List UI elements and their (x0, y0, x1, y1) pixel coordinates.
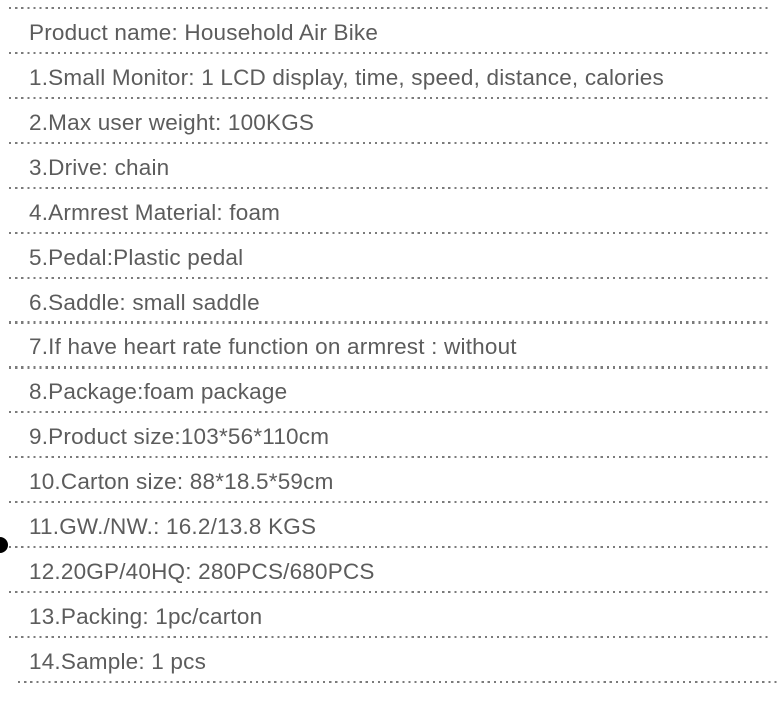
row-separator-dotted-line (9, 277, 770, 279)
spec-row (0, 592, 778, 637)
row-separator-dotted-line (9, 7, 770, 9)
spec-text: 3.Drive: chain (29, 154, 170, 180)
spec-text: Product name: Household Air Bike (29, 20, 379, 45)
spec-text: 10.Carton size: 88*18.5*59cm (29, 469, 334, 495)
row-separator-dotted-line (9, 321, 770, 323)
spec-text: 14.Sample: 1 pcs (29, 648, 207, 674)
spec-row (0, 502, 778, 547)
spec-row (0, 8, 778, 53)
spec-row (0, 233, 778, 278)
row-separator-dotted-line (9, 232, 770, 234)
spec-text: 5.Pedal:Plastic pedal (29, 244, 244, 270)
row-separator-dotted-line (9, 142, 770, 144)
row-separator-dotted-line (9, 187, 770, 189)
spec-row (0, 412, 778, 457)
spec-row (0, 188, 778, 233)
row-separator-dotted-line (9, 636, 770, 638)
spec-text: 12.20GP/40HQ: 280PCS/680PCS (29, 559, 375, 585)
row-separator-dotted-line (18, 681, 778, 683)
spec-row (0, 322, 778, 367)
spec-row (0, 637, 778, 682)
spec-text: 9.Product size:103*56*110cm (29, 424, 330, 450)
spec-row (0, 143, 778, 188)
spec-text: 8.Package:foam package (29, 379, 288, 405)
row-separator-dotted-line (9, 411, 770, 413)
spec-row (0, 278, 778, 323)
spec-text: 2.Max user weight: 100KGS (29, 109, 315, 135)
row-separator-dotted-line (9, 546, 770, 548)
row-separator-dotted-line (9, 366, 770, 368)
row-separator-dotted-line (9, 501, 770, 503)
row-separator-dotted-line (9, 591, 770, 593)
spec-row (0, 367, 778, 412)
spec-row (0, 53, 778, 98)
spec-text: 6.Saddle: small saddle (29, 289, 260, 315)
spec-text: 7.If have heart rate function on armrest : without (29, 334, 517, 360)
row-separator-dotted-line (9, 97, 770, 99)
row-separator-dotted-line (9, 456, 770, 458)
spec-text: 11.GW./NW.: 16.2/13.8 KGS (29, 514, 317, 540)
spec-text: 1.Small Monitor: 1 LCD display, time, speed, distance, calories (29, 64, 664, 90)
spec-row (0, 457, 778, 502)
row-separator-dotted-line (9, 52, 770, 54)
spec-rows (0, 8, 778, 684)
spec-row (0, 547, 778, 592)
spec-text: 13.Packing: 1pc/carton (29, 603, 263, 629)
spec-row (0, 98, 778, 143)
spec-text: 4.Armrest Material: foam (29, 199, 281, 225)
